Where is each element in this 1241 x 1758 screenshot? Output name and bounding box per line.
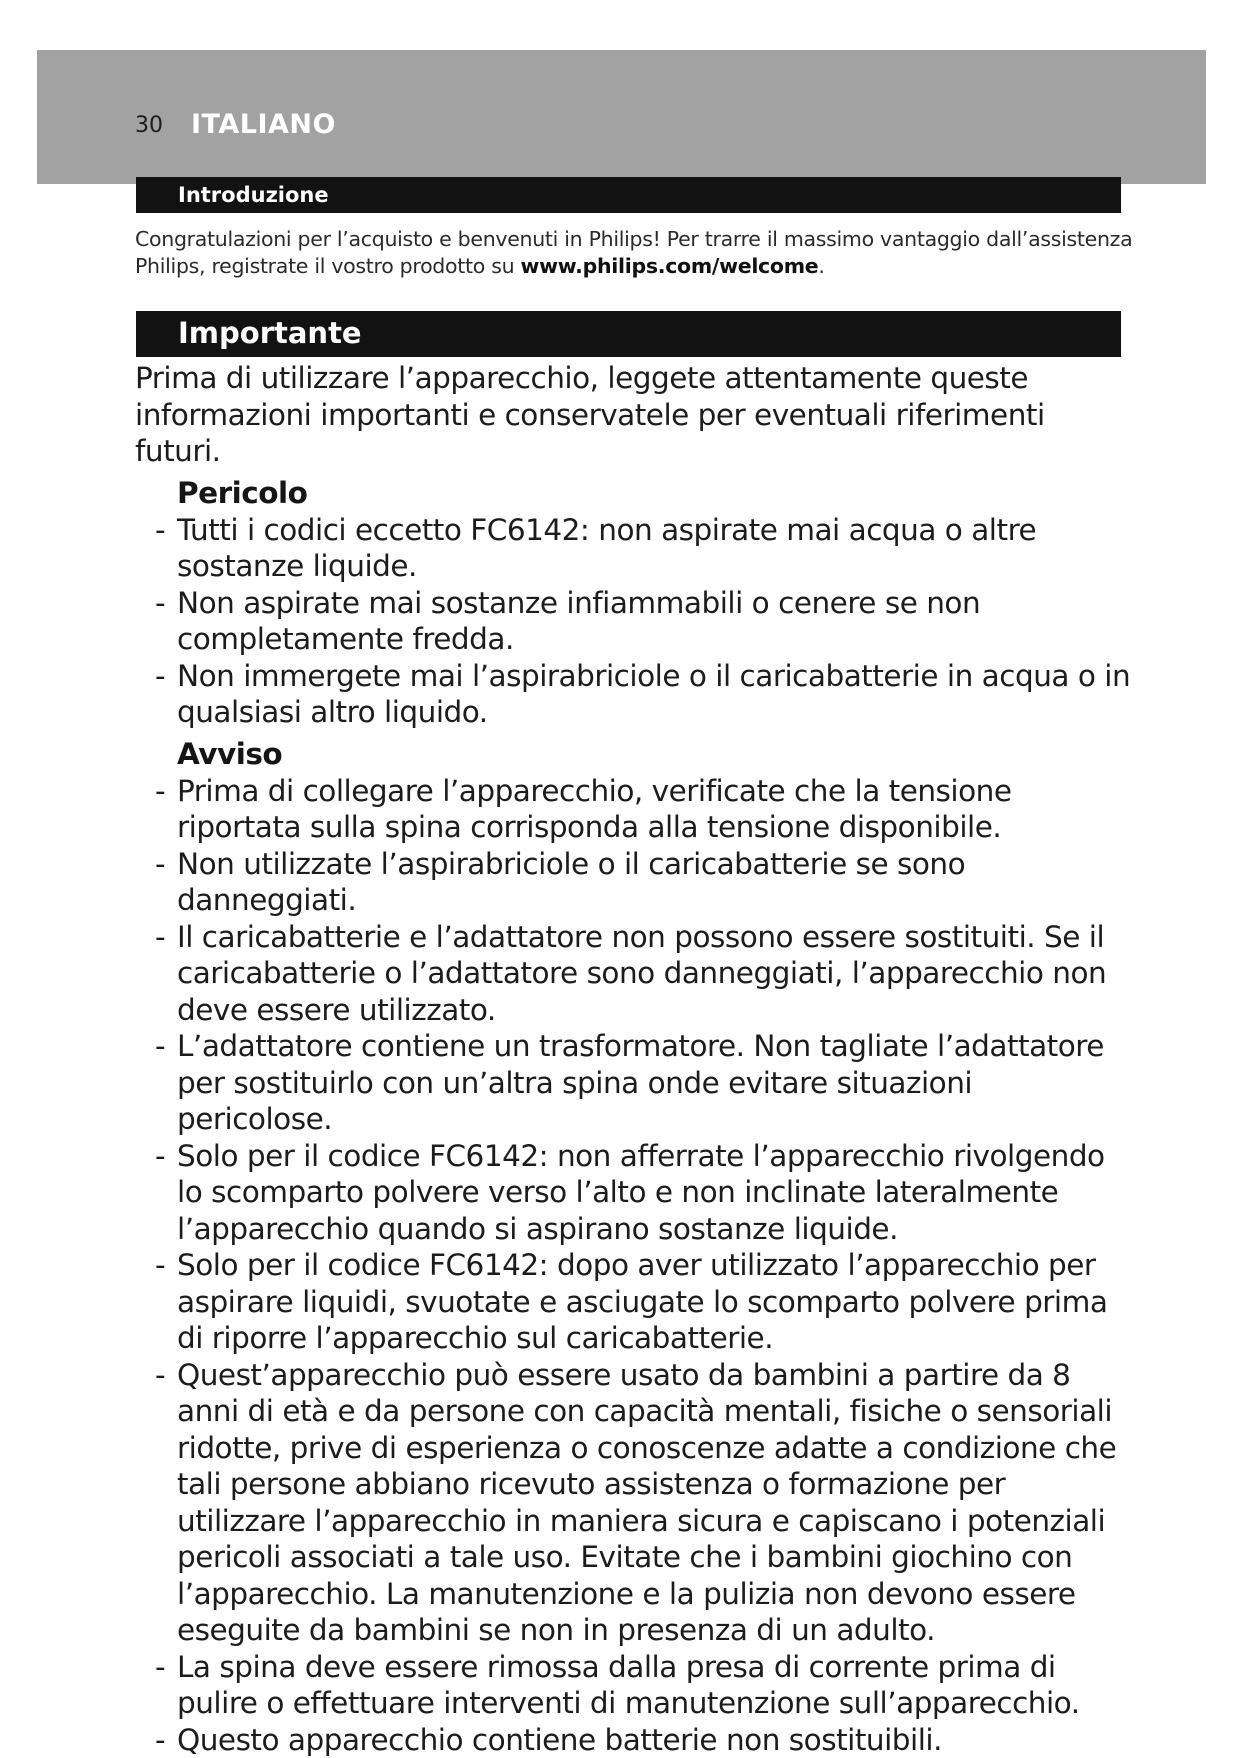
dash-marker: - <box>155 1138 165 1175</box>
list-item <box>135 512 1135 585</box>
dash-marker: - <box>155 919 165 956</box>
section-heading-introduzione: Introduzione <box>136 177 1121 213</box>
list-item-text: Tutti i codici eccetto FC6142: non aspirate mai acqua o altre sostanze liquide. <box>177 513 1036 584</box>
dash-marker: - <box>155 1028 165 1065</box>
intro-paragraph <box>135 226 1135 280</box>
list-item <box>135 658 1135 731</box>
list-item-text: Prima di collegare l’apparecchio, verificate che la tensione riportata sulla spina corrisponda alla tensione disponibile. <box>177 774 1012 845</box>
importante-intro: Prima di utilizzare l’apparecchio, leggete attentamente queste informazioni importanti e conservatele per eventuali riferimenti futuri. <box>135 360 1135 470</box>
list-item <box>135 773 1135 846</box>
dash-marker: - <box>155 585 165 622</box>
pericolo-heading: Pericolo <box>177 474 1135 512</box>
list-item-text: Questo apparecchio contiene batterie non sostituibili. <box>177 1723 942 1757</box>
list-item <box>135 585 1135 658</box>
avviso-list <box>135 773 1135 1758</box>
list-item <box>135 846 1135 919</box>
list-item <box>135 1649 1135 1722</box>
dash-marker: - <box>155 512 165 549</box>
list-item <box>135 1138 1135 1248</box>
list-item <box>135 1247 1135 1357</box>
dash-marker: - <box>155 1357 165 1394</box>
avviso-heading: Avviso <box>177 735 1135 773</box>
list-item <box>135 919 1135 1029</box>
list-item-text: Solo per il codice FC6142: non afferrate l’apparecchio rivolgendo lo scomparto polvere verso l’alto e non inclinate lateralmente l’apparecchio quando si aspirano sostanze liquide. <box>177 1139 1105 1246</box>
list-item-text: Il caricabatterie e l’adattatore non possono essere sostituiti. Se il caricabatterie o l’adattatore sono danneggiati, l’apparecchio non deve essere utilizzato. <box>177 920 1106 1027</box>
language-title: ITALIANO <box>191 109 336 140</box>
list-item-text: Non immergete mai l’aspirabriciole o il caricabatterie in acqua o in qualsiasi altro liquido. <box>177 659 1130 730</box>
section-heading-importante: Importante <box>136 311 1121 357</box>
page-number: 30 <box>135 113 163 138</box>
intro-text-after: . <box>818 254 824 278</box>
welcome-link[interactable]: www.philips.com/welcome <box>521 254 819 278</box>
dash-marker: - <box>155 1649 165 1686</box>
pericolo-list <box>135 512 1135 731</box>
list-item-text: Non aspirate mai sostanze infiammabili o cenere se non completamente fredda. <box>177 586 980 657</box>
dash-marker: - <box>155 846 165 883</box>
intro-text-before: Congratulazioni per l’acquisto e benvenuti in Philips! Per trarre il massimo vantaggio dall’assistenza Philips, registrate il vostro prodotto su <box>135 227 1132 278</box>
list-item-text: Solo per il codice FC6142: dopo aver utilizzato l’apparecchio per aspirare liquidi, svuotate e asciugate lo scomparto polvere prima di riporre l’apparecchio sul caricabatterie. <box>177 1248 1107 1355</box>
list-item <box>135 1722 1135 1758</box>
list-item-text: Quest’apparecchio può essere usato da bambini a partire da 8 anni di età e da persone con capacità mentali, fisiche o sensoriali ridotte, prive di esperienza o conoscenze adatte a condizione che tali persone abbiano ricevuto assistenza o formazione per utilizzare l’apparecchio in maniera sicura e capiscano i potenziali pericoli associati a tale uso. Evitate che i bambini giochino con l’apparecchio. La manutenzione e la pulizia non devono essere eseguite da bambini se non in presenza di un adulto. <box>177 1358 1116 1648</box>
list-item <box>135 1028 1135 1138</box>
dash-marker: - <box>155 658 165 695</box>
dash-marker: - <box>155 1722 165 1758</box>
dash-marker: - <box>155 773 165 810</box>
list-item-text: Non utilizzate l’aspirabriciole o il caricabatterie se sono danneggiati. <box>177 847 965 918</box>
list-item-text: La spina deve essere rimossa dalla presa di corrente prima di pulire o effettuare interventi di manutenzione sull’apparecchio. <box>177 1650 1080 1721</box>
dash-marker: - <box>155 1247 165 1284</box>
importante-body <box>135 360 1135 1758</box>
list-item-text: L’adattatore contiene un trasformatore. Non tagliate l’adattatore per sostituirlo con un’altra spina onde evitare situazioni pericolose. <box>177 1029 1104 1136</box>
list-item <box>135 1357 1135 1649</box>
